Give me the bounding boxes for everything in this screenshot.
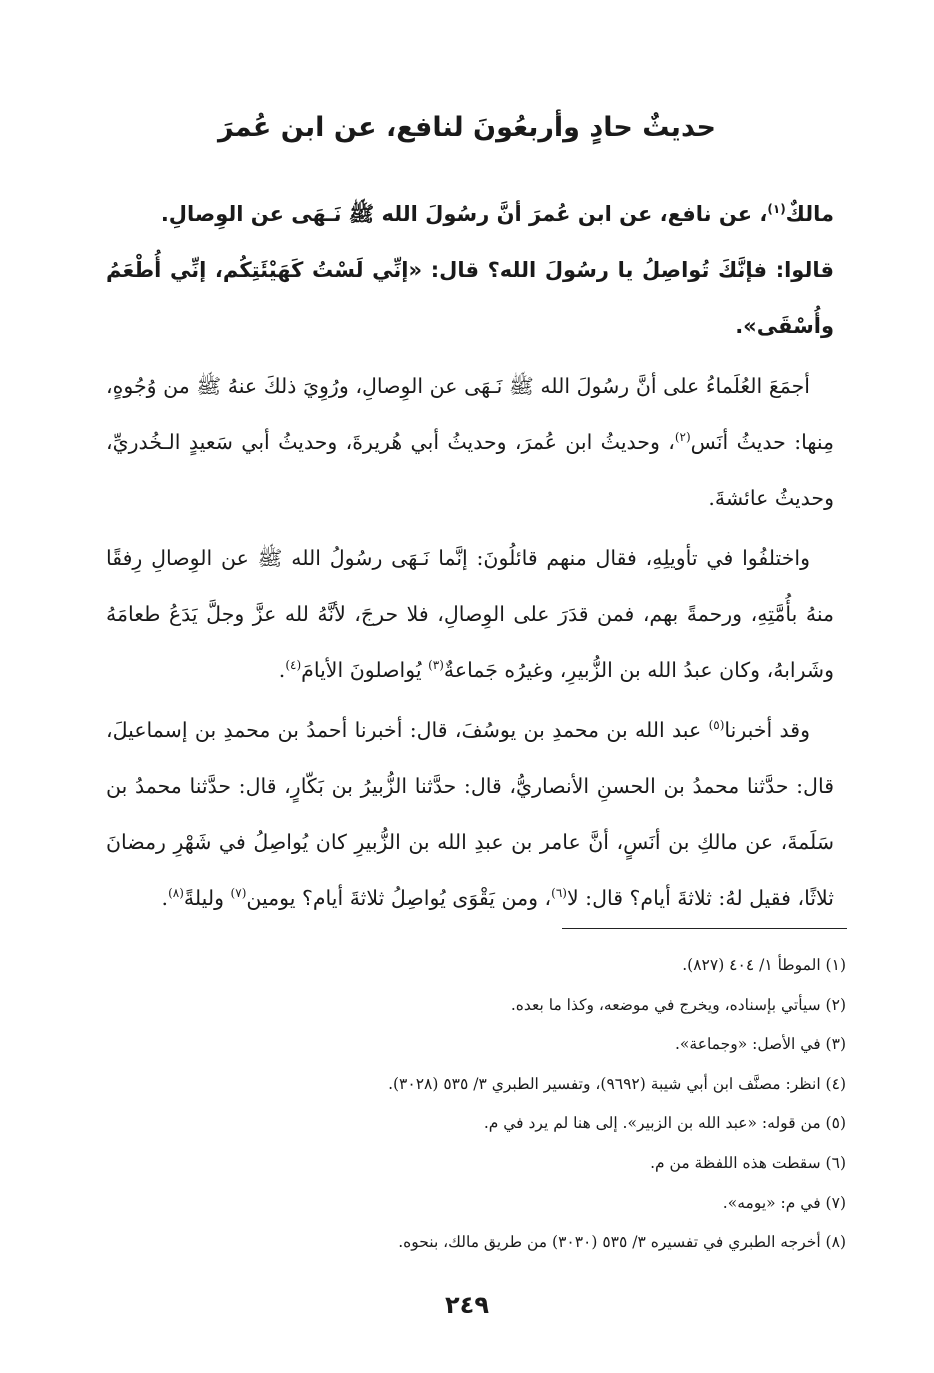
paragraph-text: عبد الله بن محمدِ بن يوسُفَ، قال: أخبرنا أحمدُ بن محمدِ بن إسماعيلَ، قال: حدَّثنا محمدُ بن الحسنِ الأنصاريُّ، قال: حدَّثنا الزُّبيرُ بن بَكّارٍ، قال: حدَّثنا محمدُ بن سَلَمةَ، عن مالكِ بن أنَسٍ، أنَّ عامر بن عبدِ الله بن الزُّبيرِ كان يُواصِلُ في شَهْرِ رمضانَ ثلاثًا، فقيل لهُ: ثلاثةَ أيام؟ قال: لا — [106, 718, 834, 910]
footnote-3: (٣) في الأصل: «وجماعة». — [674, 1035, 846, 1054]
footnote-5: (٥) من قوله: «عبد الله بن الزبير». إلى هنا لم يرد في م. — [483, 1114, 846, 1133]
hadith-line-1-start: مالكٌ — [785, 202, 834, 226]
paragraph-text: يُواصلونَ الأيامَ — [301, 658, 429, 682]
footnote-ref-4[interactable]: (٤) — [285, 658, 302, 673]
commentary-paragraph-3 — [106, 702, 834, 926]
footnote-ref-1[interactable]: (١) — [767, 202, 786, 216]
hadith-line-1-end: ، عن نافع، عن ابن عُمرَ أنَّ رسُولَ الله ﷺ نَـهَى عن الوِصالِ. — [160, 202, 768, 226]
footnote-4: (٤) انظر: مصنَّف ابن أبي شيبة (٩٦٩٢)، وتفسير الطبري ٣/ ٥٣٥ (٣٠٢٨). — [388, 1074, 846, 1093]
paragraph-text: . — [161, 886, 169, 910]
paragraph-text: وليلةً — [183, 886, 231, 910]
footnote-ref-8[interactable]: (٨) — [168, 886, 184, 901]
footnote-2: (٢) سيأتي بإسناده، ويخرج في موضعه، وكذا ما بعده. — [510, 995, 846, 1014]
commentary-paragraph-1 — [106, 358, 834, 526]
commentary-paragraph-2 — [106, 530, 834, 698]
hadith-line-2: قالوا: فإنَّكَ تُواصِلُ يا رسُولَ الله؟ قال: «إنِّي لَسْتُ كَهَيْئَتِكُم، إنِّي أُطْعَمُ وأُسْقَى». — [106, 258, 834, 338]
paragraph-text: وقد أخبرنا — [724, 718, 810, 742]
paragraph-text: واختلفُوا في تأويلِهِ، فقال منهم قائلُونَ: إنَّما نَـهَى رسُولُ الله ﷺ عن الوِصالِ رِفقًا منهُ بأُمَّتِهِ، ورحمةً بهم، فمن قدَرَ على الوِصالِ، فلا حرجَ، لأنَّهُ لله عزَّ وجلَّ يَدَعُ طعامَهُ وشَرابهُ، وكان عبدُ الله بن الزُّبيرِ، وغيرُه جَماعةٌ — [106, 546, 834, 682]
footnote-ref-6[interactable]: (٦) — [551, 886, 567, 901]
hadith-text — [106, 186, 834, 354]
main-text — [106, 186, 834, 930]
paragraph-text: أجمَعَ العُلَماءُ على أنَّ رسُولَ الله ﷺ نَـهَى عن الوِصالِ، ورُوِيَ ذلكَ عنهُ ﷺ من وُجُوهٍ، مِنها: حديثُ أنَس — [106, 374, 834, 454]
paragraph-text: ، ومن يَقْوَى يُواصِلُ ثلاثةَ أيام؟ يومين — [246, 886, 552, 910]
footnote-ref-7[interactable]: (٧) — [230, 886, 247, 901]
page-number: ٢٤٩ — [445, 1291, 489, 1319]
footnote-ref-5[interactable]: (٥) — [708, 718, 725, 733]
footnote-6: (٦) سقطت هذه اللفظة من م. — [650, 1153, 846, 1172]
footnote-divider — [562, 928, 847, 929]
footnote-1: (١) الموطأ ١/ ٤٠٤ (٨٢٧). — [682, 956, 846, 974]
footnote-ref-3[interactable]: (٣) — [428, 658, 444, 673]
page-title: حديثٌ حادٍ وأربعُونَ لنافع، عن ابن عُمرَ — [217, 112, 716, 143]
footnote-8: (٨) أخرجه الطبري في تفسيره ٣/ ٥٣٥ (٣٠٣٠) من طريق مالك، بنحوه. — [398, 1233, 846, 1252]
footnote-7: (٧) في م: «يومه». — [722, 1193, 846, 1212]
paragraph-text: ، وحديثُ ابن عُمرَ، وحديثُ أبي هُريرةَ، وحديثُ أبي سَعيدٍ الـخُدريِّ، وحديثُ عائشةَ. — [106, 430, 834, 510]
paragraph-text: . — [278, 658, 286, 682]
footnote-ref-2[interactable]: (٢) — [674, 430, 691, 445]
footnotes-list — [106, 946, 846, 1263]
